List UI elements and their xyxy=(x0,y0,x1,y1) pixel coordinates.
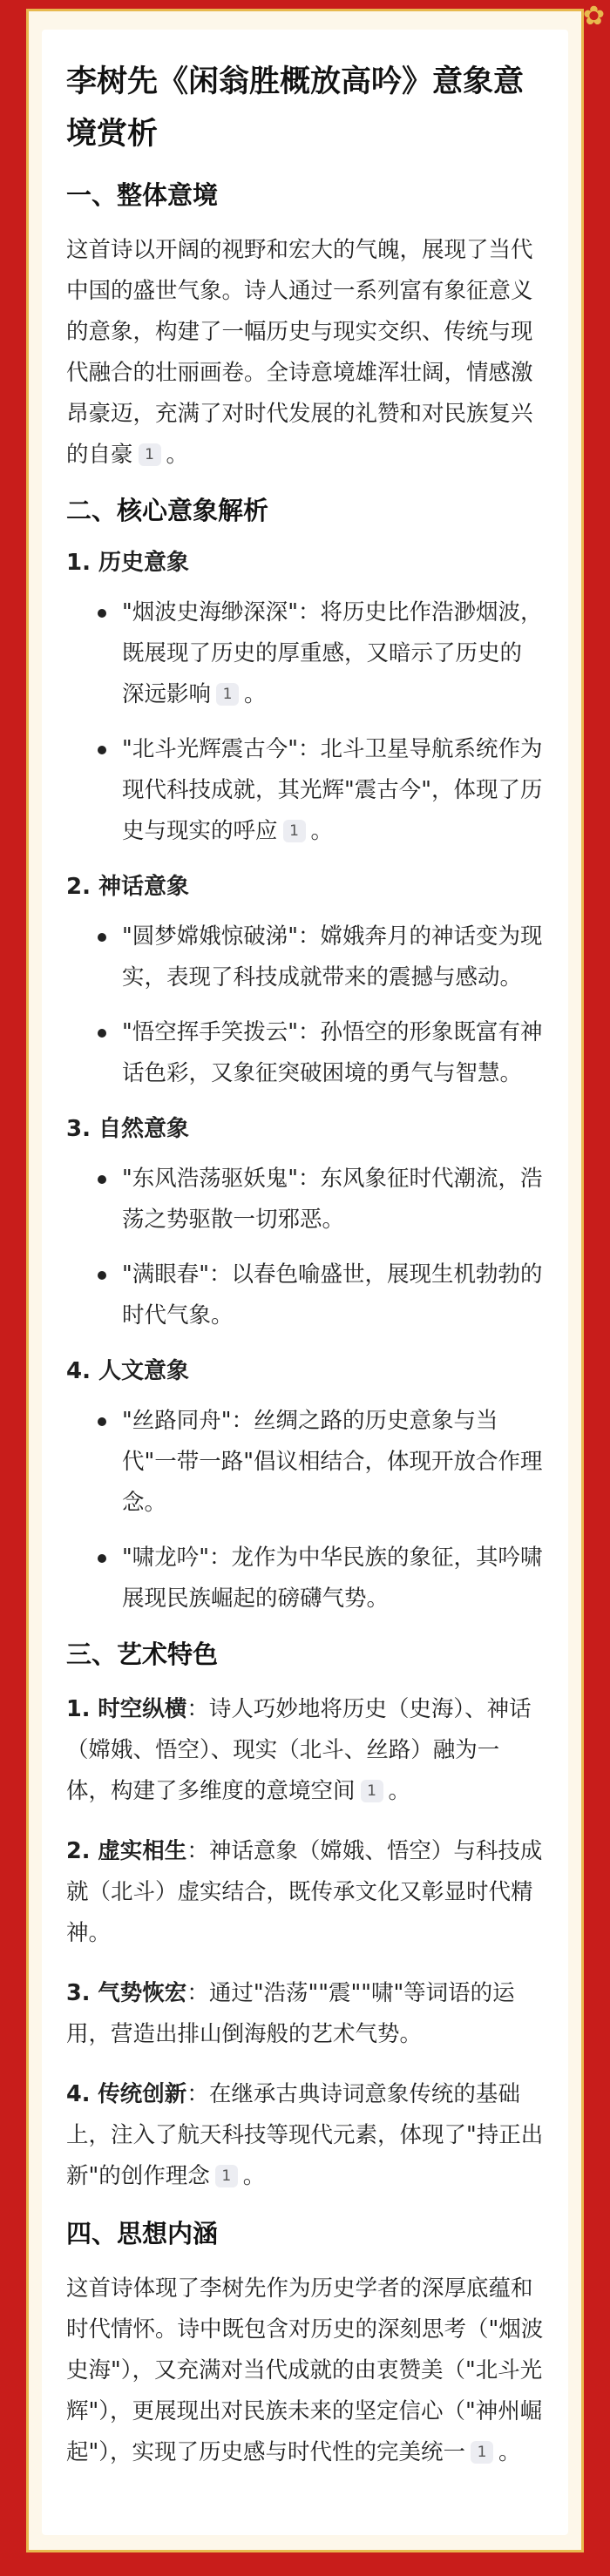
list-item: "圆梦嫦娥惊破涕"：嫦娥奔月的神话变为现实，表现了科技成就带来的震撼与感动。 xyxy=(66,916,544,998)
list-item: "东风浩荡驱妖鬼"：东风象征时代潮流，浩荡之势驱散一切邪恶。 xyxy=(66,1159,544,1241)
bullet-list xyxy=(66,1401,544,1619)
section-paragraph: 这首诗体现了李树先作为历史学者的深厚底蕴和时代情怀。诗中既包含对历史的深刻思考（"烟波史海"），又充满对当代成就的由衷赞美（"北斗光辉"），更展现出对民族未来的坚定信心（"神州崛起"），实现了历史感与时代性的完美统一 1 。 xyxy=(66,2275,544,2465)
flower-ornament-icon: ✿ xyxy=(582,1,605,31)
section-heading-ideological-connotation: 四、思想内涵 xyxy=(66,2219,219,2248)
subheading-cultural-imagery: 4. 人文意象 xyxy=(66,1358,190,1384)
list-item: "满眼春"：以春色喻盛世，展现生机勃勃的时代气象。 xyxy=(66,1254,544,1336)
section-heading-artistic-features: 三、艺术特色 xyxy=(66,1640,219,1669)
bullet-list xyxy=(66,1159,544,1336)
list-item: "悟空挥手笑拨云"：孙悟空的形象既富有神话色彩，又象征突破困境的勇气与智慧。 xyxy=(66,1012,544,1094)
article-card xyxy=(42,30,568,2535)
bullet-list xyxy=(66,916,544,1094)
subheading-natural-imagery: 3. 自然意象 xyxy=(66,1116,190,1142)
numbered-point: 1. 时空纵横：诗人巧妙地将历史（史海）、神话（嫦娥、悟空）、现实（北斗、丝路）融为一体，构建了多维度的意境空间 1 。 xyxy=(66,1696,532,1804)
numbered-point: 3. 气势恢宏：通过"浩荡""震""啸"等词语的运用，营造出排山倒海般的艺术气势。 xyxy=(66,1980,515,2047)
subheading-mythological-imagery: 2. 神话意象 xyxy=(66,874,190,900)
section-heading-core-imagery: 二、核心意象解析 xyxy=(66,496,269,525)
bullet-list xyxy=(66,592,544,852)
citation-badge[interactable]: 1 xyxy=(216,683,239,706)
subheading-historical-imagery: 1. 历史意象 xyxy=(66,550,190,576)
section-heading-overall-mood: 一、整体意境 xyxy=(66,180,219,210)
list-item: "北斗光辉震古今"：北斗卫星导航系统作为现代科技成就，其光辉"震古今"，体现了历史与现实的呼应 1 。 xyxy=(66,729,544,852)
page-title: 李树先《闲翁胜概放高吟》意象意境赏析 xyxy=(66,64,525,152)
citation-badge[interactable]: 1 xyxy=(361,1780,383,1802)
citation-badge[interactable]: 1 xyxy=(139,443,161,466)
section-paragraph: 这首诗以开阔的视野和宏大的气魄，展现了当代中国的盛世气象。诗人通过一系列富有象征意义的意象，构建了一幅历史与现实交织、传统与现代融合的壮丽画卷。全诗意境雄浑壮阔，情感激昂豪迈，充满了对时代发展的礼赞和对民族复兴的自豪 1 。 xyxy=(66,237,533,468)
citation-badge[interactable]: 1 xyxy=(471,2441,493,2464)
list-item: "丝路同舟"：丝绸之路的历史意象与当代"一带一路"倡议相结合，体现开放合作理念。 xyxy=(66,1401,544,1524)
citation-badge[interactable]: 1 xyxy=(283,820,306,842)
list-item: "啸龙吟"：龙作为中华民族的象征，其吟啸展现民族崛起的磅礴气势。 xyxy=(66,1538,544,1619)
numbered-point: 4. 传统创新：在继承古典诗词意象传统的基础上，注入了航天科技等现代元素，体现了"持正出新"的创作理念 1 。 xyxy=(66,2081,544,2189)
list-item: "烟波史海缈深深"：将历史比作浩渺烟波，既展现了历史的厚重感，又暗示了历史的深远影响 1 。 xyxy=(66,592,544,715)
numbered-point: 2. 虚实相生：神话意象（嫦娥、悟空）与科技成就（北斗）虚实结合，既传承文化又彰显时代精神。 xyxy=(66,1838,543,1946)
citation-badge[interactable]: 1 xyxy=(215,2165,238,2187)
